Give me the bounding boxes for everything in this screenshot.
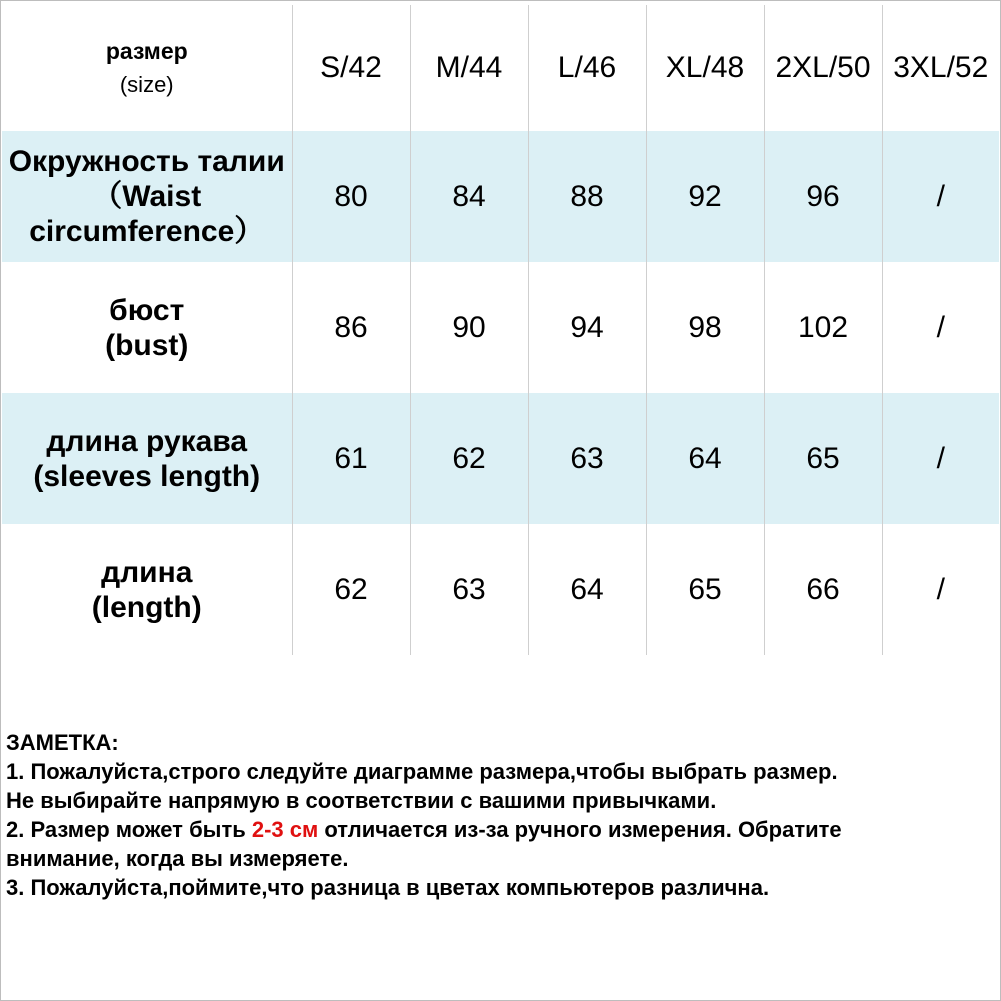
table-cell: / — [936, 310, 945, 344]
row-label-line: бюст — [109, 293, 185, 327]
size-label-en: (size) — [119, 72, 174, 97]
table-cell: 66 — [764, 524, 882, 655]
waist-row — [2, 131, 999, 262]
tolerance-highlight: 2-3 см — [251, 817, 319, 842]
table-cell: 86 — [292, 262, 410, 393]
table-cell: 63 — [528, 393, 646, 524]
row-label-waist — [2, 131, 292, 262]
row-label-bust — [2, 262, 292, 393]
row-label-line: длина рукава — [46, 424, 248, 458]
note-line: Не выбирайте напрямую в соответствии с вашими привычками. — [6, 788, 717, 813]
table-cell: 65 — [646, 524, 764, 655]
note-line: внимание, когда вы измеряете. — [6, 846, 349, 871]
size-col-header: S/42 — [292, 5, 410, 131]
header-row — [2, 5, 999, 131]
table-cell: 61 — [292, 393, 410, 524]
size-col-header: L/46 — [528, 5, 646, 131]
note-text: отличается из-за ручного измерения. Обратите — [318, 817, 842, 842]
table-cell: 84 — [410, 131, 528, 262]
sleeve-row — [2, 393, 999, 524]
table-cell: 62 — [292, 524, 410, 655]
note-line: 3. Пожалуйста,поймите,что разница в цветах компьютеров различна. — [6, 875, 770, 900]
row-label-length — [2, 524, 292, 655]
table-cell: 98 — [646, 262, 764, 393]
table-cell: 94 — [528, 262, 646, 393]
table-cell: 63 — [410, 524, 528, 655]
row-label-line: (sleeves length) — [33, 459, 261, 493]
size-col-header: M/44 — [410, 5, 528, 131]
table-cell: 96 — [764, 131, 882, 262]
note-line: 1. Пожалуйста,строго следуйте диаграмме размера,чтобы выбрать размер. — [6, 759, 838, 784]
row-label-sleeve — [2, 393, 292, 524]
notes-section — [6, 728, 996, 902]
table-cell: 64 — [528, 524, 646, 655]
note-text: 2. Размер может быть — [6, 817, 252, 842]
table-cell: 62 — [410, 393, 528, 524]
table-cell: 65 — [764, 393, 882, 524]
table-cell: 92 — [646, 131, 764, 262]
size-col-header: XL/48 — [646, 5, 764, 131]
size-label-ru: размер — [105, 38, 188, 64]
table-cell: / — [936, 572, 945, 606]
table-cell: 102 — [764, 262, 882, 393]
table-cell: 88 — [528, 131, 646, 262]
size-header-cell — [2, 5, 292, 131]
row-label-line: (length) — [91, 590, 202, 624]
size-chart-table — [2, 5, 999, 655]
bust-row — [2, 262, 999, 393]
size-col-header: 2XL/50 — [764, 5, 882, 131]
row-label-line: Окружность талии — [8, 145, 285, 178]
length-row — [2, 524, 999, 655]
table-cell: 90 — [410, 262, 528, 393]
note-line-2 — [6, 815, 996, 844]
table-cell: / — [882, 393, 999, 524]
row-label-line: (bust) — [105, 328, 189, 362]
notes-title: ЗАМЕТКА: — [6, 730, 119, 755]
table-cell: 80 — [292, 131, 410, 262]
size-col-header: 3XL/52 — [893, 51, 989, 84]
table-cell: 64 — [646, 393, 764, 524]
table-cell: / — [882, 131, 999, 262]
row-label-line: длина — [101, 555, 193, 589]
row-label-line: circumference） — [29, 215, 265, 248]
row-label-line: （Waist — [92, 180, 202, 213]
